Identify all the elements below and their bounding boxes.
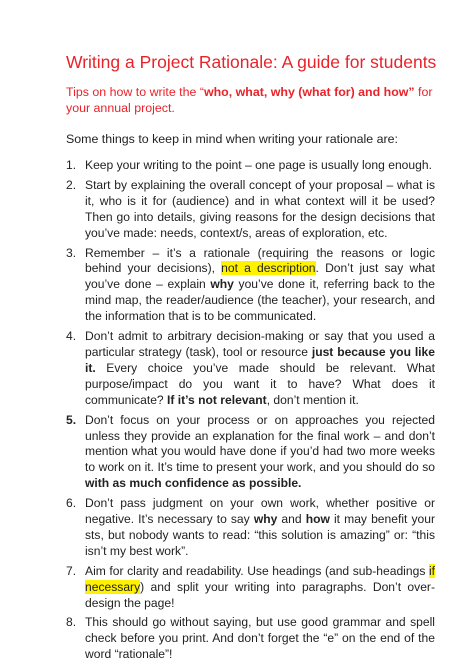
tips-list (66, 158, 435, 663)
item-text: . Don’t just say what you’ve done – explain (85, 261, 436, 292)
bold-text: why (253, 512, 278, 527)
bold-text: just because you like it. (85, 344, 435, 375)
subtitle-text-end: for your annual project. (66, 85, 433, 115)
subtitle-emphasis: who, what, why (what for) and how” (203, 85, 415, 99)
item-text: Don’t pass judgment on your own work, whether positive or negative. It’s necessary to say (85, 496, 435, 527)
list-item (66, 564, 435, 612)
item-text: you’ve done it, referring back to the mind map, the reader/audience (the teacher), your research, and the information that is to be communicated. (85, 277, 435, 324)
subtitle-text-start: Tips on how to write the “ (66, 85, 204, 99)
bold-text: why (210, 277, 234, 292)
item-number: 7. (66, 563, 77, 578)
item-text: and (277, 512, 306, 527)
item-text: , don’t mention it. (266, 392, 359, 407)
item-number: 6. (66, 496, 77, 511)
item-text: ) and split your writing into paragraphs. Don’t over-design the page! (85, 579, 435, 610)
item-number: 2. (66, 177, 77, 192)
intro-paragraph: Some things to keep in mind when writing your rationale are: (66, 132, 398, 146)
item-text: Don’t focus on your process or on approaches you rejected unless they provide an explanation for the final work – and don’t mention what you would have done if you’d had two more weeks to work on it. It’s time to present your work, and you should do so (85, 412, 435, 475)
document-subtitle (66, 85, 436, 116)
item-text: This should go without saying, but use good grammar and spell check before you print. And don’t forget the “e” on the end of the word “rationale”! (85, 615, 435, 662)
item-text: Remember – it’s a rationale (requiring the reasons or logic behind your decisions), (85, 245, 435, 276)
bold-text: If it’s not relevant (167, 392, 267, 407)
highlighted-text: if necessary (85, 563, 435, 594)
item-text: Every choice you’ve made should be relevant. What purpose/impact do you want it to have? What does it communicate? (85, 360, 435, 407)
item-text: it may benefit your sts, but nobody wants to read: “this solution is amazing” or: “this isn’t my best work”. (85, 512, 436, 558)
item-text: Aim for clarity and readability. Use headings (and sub-headings (85, 563, 429, 578)
item-number: 8. (66, 615, 77, 630)
item-text: Keep your writing to the point – one page is usually long enough. (85, 158, 432, 172)
item-number: 5. (66, 412, 77, 427)
list-item (66, 496, 435, 560)
item-number: 1. (66, 158, 77, 172)
bold-text: with as much confidence as possible. (85, 476, 302, 491)
list-item (66, 615, 435, 663)
item-number: 4. (66, 329, 77, 344)
bold-text: how (305, 512, 330, 527)
item-text: Start by explaining the overall concept of your proposal – what is it, who is it for (audience) and in what context will it be used? Then go into details, giving reasons for the design decisions that you’ve made: needs, context/s, areas of exploration, etc. (85, 177, 435, 240)
document-title: Writing a Project Rationale: A guide for students (66, 52, 437, 72)
item-text: Don’t admit to arbitrary decision-making or say that you used a particular strategy (task), tool or resource (85, 329, 435, 359)
list-item (66, 413, 435, 493)
list-item (66, 158, 435, 174)
list-item (66, 178, 435, 242)
highlighted-text: not a description (221, 261, 316, 276)
list-item (66, 329, 435, 409)
list-item (66, 246, 435, 326)
item-number: 3. (66, 245, 77, 260)
